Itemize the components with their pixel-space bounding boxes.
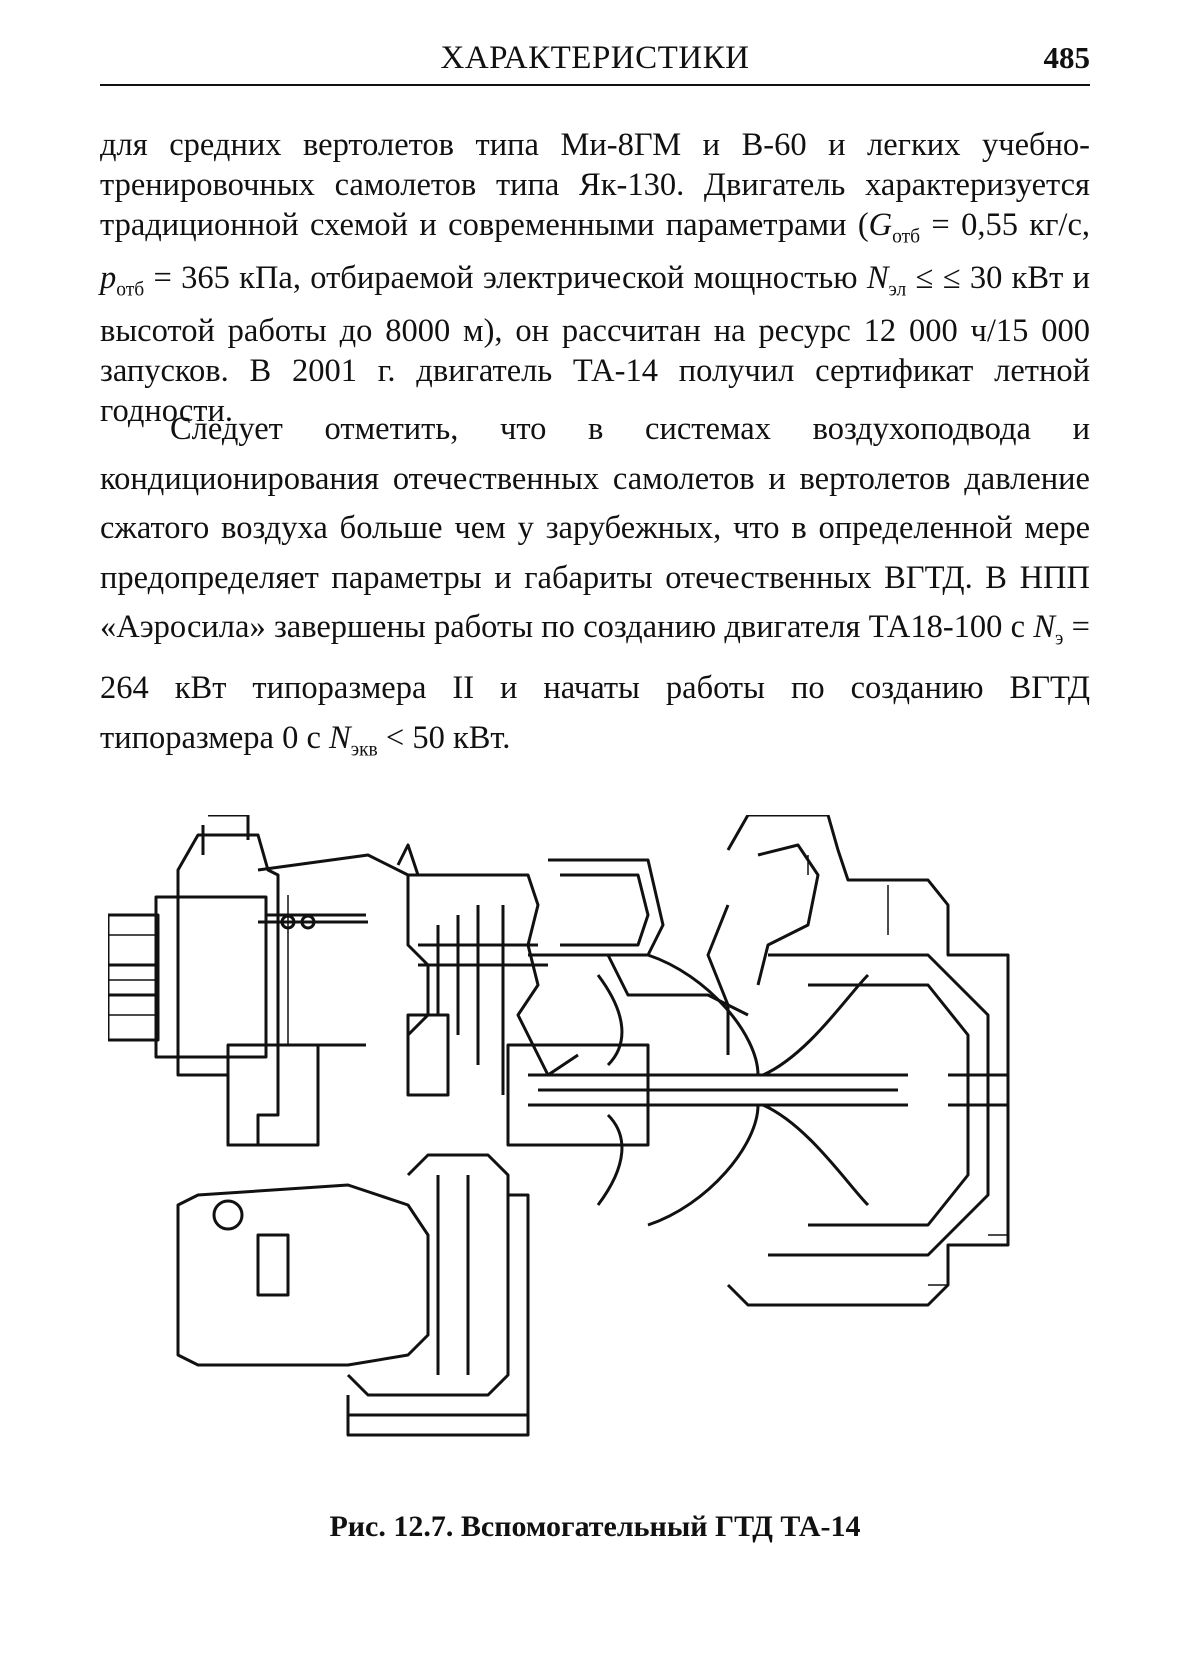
engine-cutaway-drawing	[108, 815, 1093, 1500]
paragraph-1-text-3: = 365 кПа, отбираемой электрической мощностью	[144, 260, 867, 297]
symbol-n-e-subscript: э	[1055, 628, 1064, 650]
paragraph-1-text-2: = 0,55 кг/с,	[920, 207, 1091, 244]
inlet-duct-drawing	[108, 897, 368, 1057]
figure-caption: Рис. 12.7. Вспомогательный ГТД ТА-14	[329, 1510, 861, 1543]
paragraph-1	[100, 125, 1090, 431]
paragraph-1-text-1: для средних вертолетов типа Ми-8ГМ и В-60 и легких учебно-тренировочных самолетов типа Як-130. Двигатель характеризуется традиционной схемой и современными параметрами (	[100, 127, 1090, 244]
symbol-g: G	[868, 207, 893, 244]
starter-generator-drawing	[178, 1155, 528, 1435]
header-rule	[100, 84, 1090, 86]
symbol-n-e: N	[1033, 609, 1056, 646]
paragraph-2	[100, 405, 1090, 775]
symbol-n: N	[866, 260, 889, 297]
symbol-p-subscript: отб	[116, 279, 145, 301]
page-number: 485	[1043, 40, 1090, 75]
running-title: ХАРАКТЕРИСТИКИ	[440, 40, 750, 76]
compressor-drawing	[408, 860, 908, 1225]
paragraph-2-text-1: Следует отметить, что в системах воздухоподвода и кондиционирования отечественных самолетов и вертолетов давление сжатого воздуха больше чем у зарубежных, что в определенной мере предопределяет параметры и габариты отечественных ВГТД. В НПП «Аэросила» завершены работы по созданию двигателя ТА18-100 с	[100, 411, 1090, 646]
gearbox-drawing	[178, 815, 428, 1145]
symbol-n-ekv-subscript: экв	[350, 739, 378, 761]
symbol-p: p	[100, 260, 117, 297]
symbol-g-subscript: отб	[892, 226, 921, 248]
turbine-drawing	[708, 815, 1008, 1305]
paragraph-1-text-4: ≤ ≤ 30 кВт и высотой работы до 8000 м), он рассчитан на ресурс 12 000 ч/15 000 запусков. В 2001 г. двигатель ТА-14 получил сертификат летной годности.	[100, 260, 1090, 430]
symbol-n-ekv: N	[329, 720, 351, 757]
paragraph-2-text-2: = 264 кВт типоразмера II и начаты работы по созданию ВГТД типоразмера 0 с	[100, 609, 1090, 757]
symbol-n-subscript: эл	[888, 279, 907, 301]
page-header	[100, 40, 1090, 84]
paragraph-2-text-3: < 50 кВт.	[377, 720, 511, 757]
